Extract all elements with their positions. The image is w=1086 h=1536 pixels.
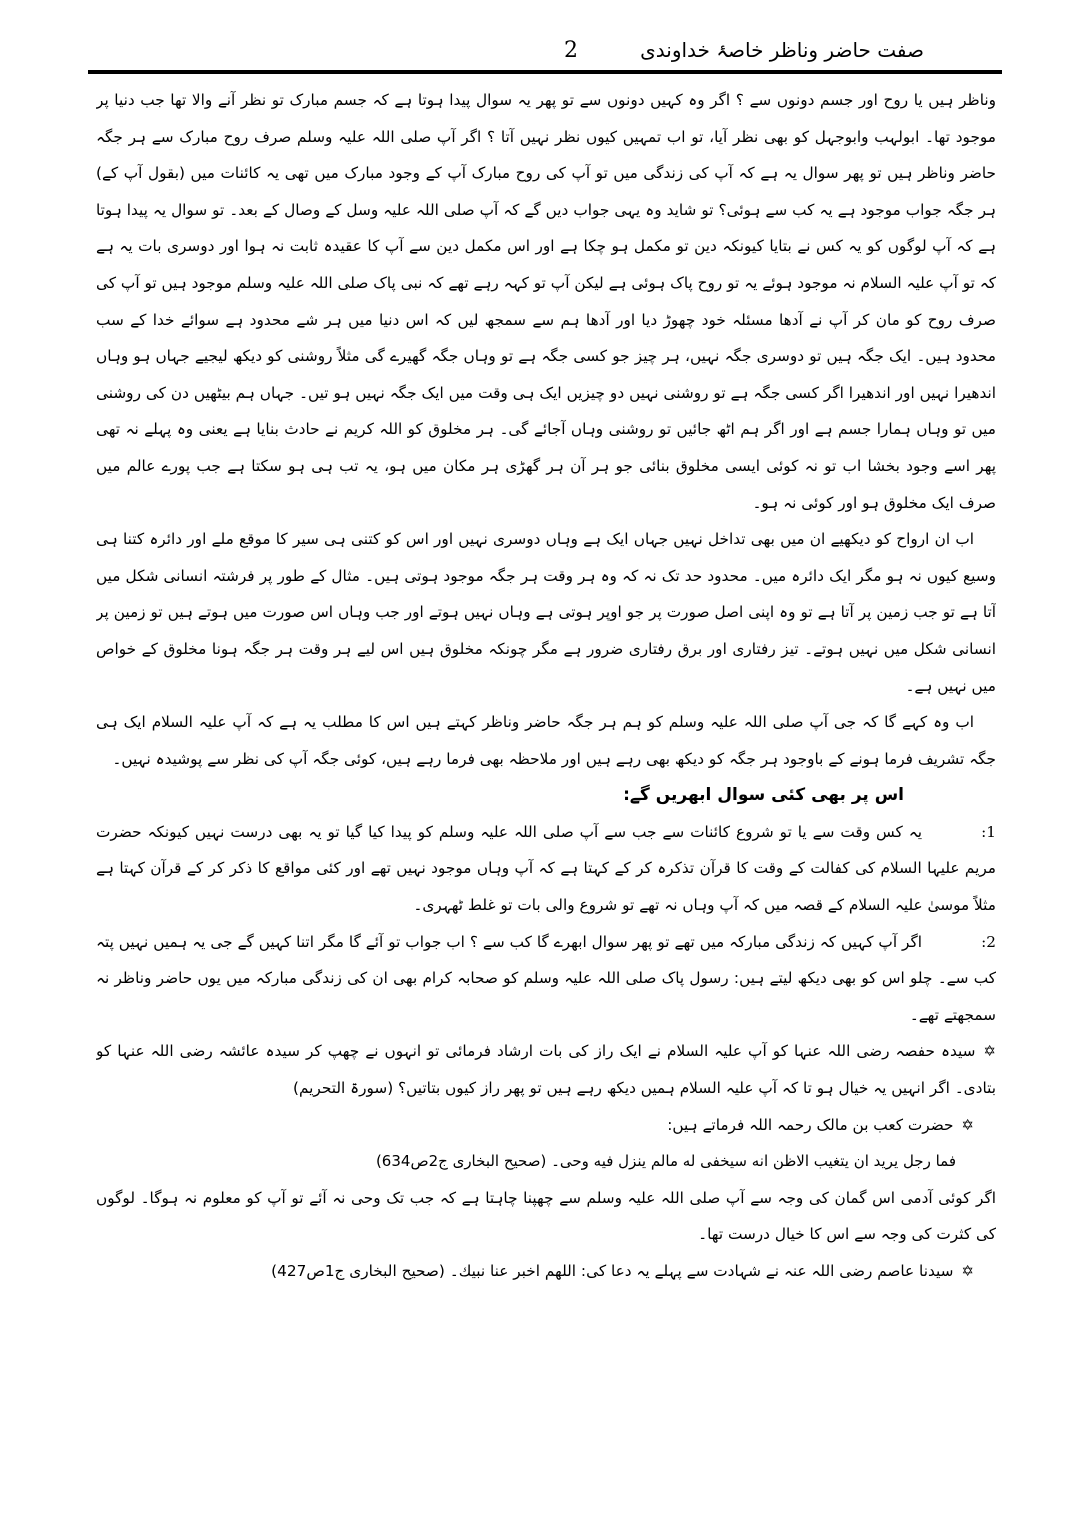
star-item-3-text: سیدنا عاصم رضی اللہ عنہ نے شہادت سے پہلے یہ دعا کی: اللهم اخبر عنا نبیك۔ (صحیح البخاری ج1ص427)	[271, 1262, 954, 1280]
paragraph-1: وناظر ہیں یا روح اور جسم دونوں سے ؟ اگر وہ کہیں دونوں سے تو پھر یہ سوال پیدا ہوتا ہے کہ جسم مبارک تو نظر آنے والا تھا جب دنیا پر موجود تھا۔ ابولہب وابوجہل کو بھی نظر آیا، تو اب تمہیں کیوں نظر نہیں آتا ؟ اگر آپ صلی اللہ علیہ وسلم صرف روح مبارک سے ہر جگہ حاضر وناظر ہیں تو پھر سوال یہ ہے کہ آپ کی زندگی میں تو آپ کی روح مبارک آپ کے وجود مبارک میں تھی یہ کائنات میں (بقول آپ کے) ہر جگہ جواب موجود ہے یہ کب سے ہوئی؟ تو شاید وہ یہی جواب دیں گے کہ آپ صلی اللہ علیہ وسل کے وصال کے بعد۔ تو سوال یہ پیدا ہوتا ہے کہ آپ لوگوں کو یہ کس نے بتایا کیونکہ دین تو مکمل ہو چکا ہے اور اس مکمل دین سے آپ کا عقیدہ ثابت نہ ہوا اور دوسری بات یہ ہے کہ تو آپ علیہ السلام نہ موجود ہوئے یہ تو روح پاک ہوئی ہے لیکن آپ تو کہہ رہے تھے کہ نبی پاک صلی اللہ علیہ وسلم موجود ہیں تو آپ کی صرف روح کو مان کر آپ نے آدھا مسئلہ خود چھوڑ دیا اور آدھا ہم سے سمجھ لیں کہ اس دنیا میں ہر شے محدود ہے سوائے خدا کے سب محدود ہیں۔ ایک جگہ ہیں تو دوسری جگہ نہیں، ہر چیز جو کسی جگہ ہے تو وہاں جگہ گھیرے گی مثلاً روشنی کو دیکھ لیجیے جہاں ہو وہاں اندھیرا نہیں اور اندھیرا اگر کسی جگہ ہے تو روشنی نہیں دو چیزیں ایک ہی وقت میں ایک جگہ نہیں ہو تیں۔ جہاں ہم بیٹھیں دن کی روشنی میں تو وہاں ہمارا جسم ہے اور اگر ہم اٹھ جائیں تو روشنی وہاں آجائے گی۔ ہر مخلوق کو اللہ کریم نے حادث بنایا ہے یعنی وہ پہلے نہ تھی پھر اسے وجود بخشا اب تو نہ کوئی ایسی مخلوق بنائی جو ہر آن ہر گھڑی ہر مکان میں ہو، یہ تب ہی ہو سکتا ہے جب پورے عالم میں صرف ایک مخلوق ہو اور کوئی نہ ہو۔	[96, 91, 996, 512]
page-number: 2	[564, 38, 578, 63]
numbered-item-1	[96, 814, 996, 924]
numbered-text-2: اگر آپ کہیں کہ زندگی مبارکہ میں تھے تو پھر سوال ابھرے گا کب سے ؟ اب جواب تو آئے گا مگر اتنا کہیں گے جی یہ ہمیں نہیں پتہ کب سے۔ چلو اس کو بھی دیکھ لیتے ہیں: رسول پاک صلی اللہ علیہ وسلم کو صحابہ کرام بھی ان کی زندگی مبارکہ میں یوں حاضر وناظر نہ سمجھتے تھے۔	[96, 932, 996, 1024]
paragraph-4: اگر کوئی آدمی اس گمان کی وجہ سے آپ صلی اللہ علیہ وسلم سے چھپنا چاہتا ہے کہ جب تک وحی نہ آئے تو آپ کو معلوم نہ ہوگا۔ لوگوں کی کثرت کی وجہ سے اس کا خیال درست تھا۔	[96, 1188, 996, 1244]
numbered-label-2: 2:	[981, 932, 996, 951]
star-of-david-icon: ✡	[983, 1042, 996, 1061]
star-item-2	[96, 1107, 996, 1144]
page-header	[88, 36, 1002, 70]
star-item-1	[96, 1033, 996, 1106]
star-item-3	[96, 1253, 996, 1290]
paragraph-2: اب ان ارواح کو دیکھیے ان میں بھی تداخل نہیں جہاں ایک ہے وہاں دوسری نہیں اور اس کو کتنی ہی سیر کا موقع ملے اور دائرہ کتنا ہی وسیع کیوں نہ ہو مگر ایک دائرہ میں۔ محدود حد تک نہ کہ وہ ہر وقت ہر جگہ موجود ہوتی ہیں۔ مثال کے طور پر فرشتہ انسانی شکل میں آتا ہے تو جب زمین پر آتا ہے تو وہ اپنی اصل صورت پر جو اوپر ہوتی ہے وہاں نہیں ہوتے اور جب وہاں اس صورت میں ہوتے ہیں تو زمین پر انسانی شکل میں نہیں ہوتے۔ تیز رفتاری اور برق رفتاری ضرور ہے مگر چونکہ مخلوق ہیں اس لیے ہر وقت ہر جگہ ہونا مخلوق کے خواص میں نہیں ہے۔	[96, 530, 996, 695]
star-item-1-text: سیدہ حفصہ رضی اللہ عنہا کو آپ علیہ السلام نے ایک راز کی بات ارشاد فرمائی تو انہوں نے چھپ کر سیدہ عائشہ رضی اللہ عنہا کو بتادی۔ اگر انہیں یہ خیال ہو تا کہ آپ علیہ السلام ہمیں دیکھ رہے ہیں تو پھر راز کیوں بتاتیں؟ (سورۃ التحریم)	[96, 1042, 996, 1098]
numbered-item-2	[96, 924, 996, 1034]
header-title: صفت حاضر وناظر خاصۂ خداوندی	[640, 38, 924, 62]
document-body	[96, 82, 996, 1492]
header-rule	[88, 70, 1002, 74]
star-item-2-text: حضرت کعب بن مالک رحمہ اللہ فرماتے ہیں:	[667, 1115, 954, 1134]
arabic-quote: فما رجل یرید ان یتغیب الاظن انه سیخفی له مالم ینزل فیه وحی۔ (صحیح البخاری ج2ص634)	[375, 1152, 956, 1171]
numbered-text-1: یہ کس وقت سے یا تو شروع کائنات سے جب سے آپ صلی اللہ علیہ وسلم کو پیدا کیا گیا تو یہ بھی درست نہیں کیونکہ حضرت مریم علیہا السلام کی کفالت کے وقت کا قرآن تذکرہ کر کے کہتا ہے کہ آپ وہاں موجود نہیں تھے اور کئی مواقع کا ذکر کر کے قرآن کہتا ہے مثلاً موسیٰ علیہ السلام کے قصہ میں کہ آپ وہاں نہ تھے تو شروع والی بات تو غلط ٹھہری۔	[96, 822, 996, 915]
paragraph-3: اب وہ کہے گا کہ جی آپ صلی اللہ علیہ وسلم کو ہم ہر جگہ حاضر وناظر کہتے ہیں اس کا مطلب یہ ہے کہ آپ علیہ السلام ایک ہی جگہ تشریف فرما ہونے کے باوجود ہر جگہ کو دیکھ بھی رہے ہیں اور ملاحظہ بھی فرما رہے ہیں، کوئی جگہ آپ کی نظر سے پوشیدہ نہیں۔	[96, 713, 996, 768]
numbered-label-1: 1:	[981, 822, 996, 841]
subheading: اس پر بھی کئی سوال ابھریں گے:	[623, 785, 904, 806]
star-of-david-icon: ✡	[961, 1115, 974, 1134]
star-of-david-icon: ✡	[961, 1262, 974, 1280]
